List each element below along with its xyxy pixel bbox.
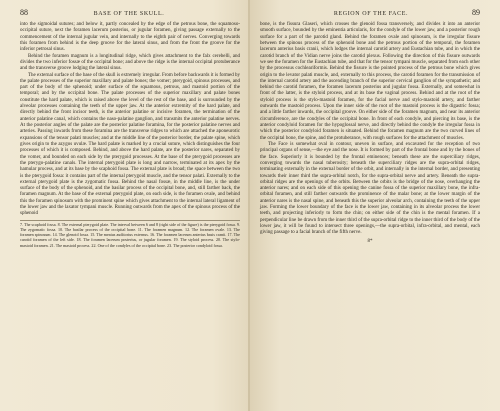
right-running-head: REGION OF THE FACE. (333, 11, 409, 17)
left-page-header (20, 8, 240, 17)
left-paragraph-1: into the sigmoidal sutures; and below it, partly concealed by the edge of the petrous bone, the squamoso-occipital suture, next the foramen lacerum posterius, or jugular foramen, giving passage externally to the commencement of the internal jugular vein, and internally to the eighth pair of nerves. Converging towards this foramen from behind is the deep groove for the lateral sinus, and from the front the groove for the inferior petrosal sinus. (20, 22, 240, 53)
right-page (250, 0, 500, 411)
left-page-number: 88 (20, 8, 28, 17)
footnote-text: 7. The scaphoid fossa. 8. The external pterygoid plate. The interval between 6 and 8 (right side of the figure) is the pterygoid fossa. 9. The zygomatic fossa. 10. The basilar process of the occipital bone. 11. The foramen magnum. 12. The foramen ovale. 13. The foramen spinosum. 14. The glenoid fossa. 15. The meatus auditorius externus. 16. The foramen lacerum anterius basis cranii. 17. The carotid foramen of the left side. 18. The foramen lacerum posterius, or jugular foramen. 19. The styloid process. 20. The stylo-mastoid foramen. 21. The mastoid process. 22. One of the condyles of the occipital bone. 23. The posterior condyloid fossa. (20, 221, 240, 248)
left-paragraph-3: The external surface of the base of the skull is extremely irregular. From before backwards it is formed by the palate processes of the superior maxillary and palate bones; the vomer; pterygoid, spinous processes, and part of the body of the sphenoid; under surface of the squamous, petrous, and mastoid portion of the temporal; and by the occipital bone. The palate processes of the superior maxillary and palate bones constitute the hard palate, which is raised above the level of the rest of the base, and is surrounded by the alveolar processes containing the teeth of the upper jaw. At the anterior extremity of the hard palate, and directly behind the front incisor teeth, is the anterior palatine or incisive foramen, the termination of the anterior palatine canal, which contains the naso-palatine ganglion, and transmits the anterior palatine nerves. At the posterior angles of the palate are the posterior palatine foramina, for the posterior palatine nerves and arteries. Passing inwards from these foramina are the transverse ridges to which are attached the aponeurotic expansions of the tensor palati muscles; and at the middle line of the posterior border, the palate spine, which gives origin to the azygos uvulæ. The hard palate is marked by a crucial suture, which distinguishes the four processes of which it is composed. Behind, and above the hard palate, are the posterior nares, separated by the vomer, and bounded on each side by the pterygoid processes. At the base of the pterygoid processes are the pterygo-palatine canals. The internal pterygoid plate is long and narrow, terminated at its apex by the hamular process, and at its base by the scaphoid fossa. The external plate is broad; the space between the two is the pterygoid fossa: it contains part of the internal pterygoid muscle, and the tensor palati. Externally to the external pterygoid plate is the zygomatic fossa. Behind the nasal fossæ, in the middle line, is the under surface of the body of the sphenoid, and the basilar process of the occipital bone, and, still farther back, the foramen magnum. At the base of the external pterygoid plate, on each side, is the foramen ovale, and behind this the foramen spinosum with the prominent spine which gives attachment to the internal lateral ligament of the lower jaw and the laxator tympani muscle. Running outwards from the apex of the spinous process of the sphenoid (20, 72, 241, 217)
left-paragraph-2: Behind the foramen magnum is a longitudinal ridge, which gives attachment to the falx cerebelli, and divides the two inferior fossæ of the occipital bone; and above the ridge is the internal occipital protuberance and the transverse groove lodging the lateral sinus. (20, 53, 240, 72)
signature-mark: 8* (367, 238, 373, 244)
right-page-number: 89 (472, 8, 480, 17)
right-paragraph-2: The Face is somewhat oval in contour, uneven in surface, and excavated for the reception of two principal organs of sense,—the eye and the nose. It is formed by part of the frontal bone and by the bones of the face. Superiorly it is bounded by the frontal eminences; beneath these are the superciliary ridges, converging towards the nasal tuberosity; beneath the superciliary ridges are the supra-orbital ridges, terminating externally in the external border of the orbit, and internally in the internal border, and presenting towards their inner third the supra-orbital notch, for the supra-orbital nerve and artery. Beneath the supra-orbital ridges are the openings of the orbits. Between the orbits is the bridge of the nose, overhanging the anterior nares; and on each side of this opening the canine fossa of the superior maxillary bone, the infra-orbital foramen, and still farther outwards the prominence of the malar bone; at the lower margin of the anterior nares is the nasal spine, and beneath this the superior alveolar arch, containing the teeth of the upper jaw. Forming the lower boundary of the face is the lower jaw, containing in its alveolar process the lower teeth, and projecting inferiorly to form the chin; on either side of the chin is the mental foramen. If a perpendicular line be drawn from the inner third of the supra-orbital ridge to the inner third of the body of the lower jaw, it will be found to intersect three openings,—the supra-orbital, infra-orbital, and mental, each giving passage to a facial branch of the fifth nerve. (260, 141, 480, 236)
left-body-text (20, 22, 240, 218)
left-running-head: BASE OF THE SKULL. (93, 11, 165, 17)
right-body-text (260, 22, 480, 237)
right-paragraph-1: bone, is the fissura Glaseri, which crosses the glenoid fossa transversely, and divides it into an anterior smooth surface, bounded by the eminentia articularis, for the condyle of the lower jaw, and a posterior rough surface for a part of the parotid gland. Behind the foramen ovale and spinosum, is the irregular fissure between the spinous process of the sphenoid bone and the petrous portion of the temporal, the foramen lacerum anterius basis cranii, which lodges the internal carotid artery and Eustachian tube, and in which the carotid branch of the Vidian nerve joins the carotid plexus. Following the direction of this fissure outwards we see the foramen for the Eustachian tube, and that for the tensor tympani muscle, separated from each other by the processus cochleariformis. Behind the fissure is the pointed process of the petrous bone which gives origin to the levator palati muscle, and, externally to this process, the carotid foramen for the transmission of the internal carotid artery and the ascending branch of the superior cervical ganglion of the sympathetic; and behind the carotid foramen, the foramen lacerum posterius and jugular fossa. Externally, and somewhat in front of the latter, is the styloid process, and at its base the vaginal process. Behind and at the root of the styloid process is the stylo-mastoid foramen, for the facial nerve and stylo-mastoid artery, and farther outwards the mastoid process. Upon the inner side of the root of the mastoid process is the digastric fossa; and a little farther inwards, the occipital groove. On either side of the foramen magnum, and near its anterior circumference, are the condyles of the occipital bone. In front of each condyle, and piercing its base, is the anterior condyloid foramen for the hypoglossal nerve, and directly behind the condyle the irregular fossa in which the posterior condyloid foramen is situated. Behind the foramen magnum are the two curved lines of the occipital bone, the spine, and the protuberance, with rough surfaces for the attachment of muscles. (260, 22, 480, 141)
left-footnotes (20, 220, 240, 248)
right-page-header (260, 8, 480, 17)
